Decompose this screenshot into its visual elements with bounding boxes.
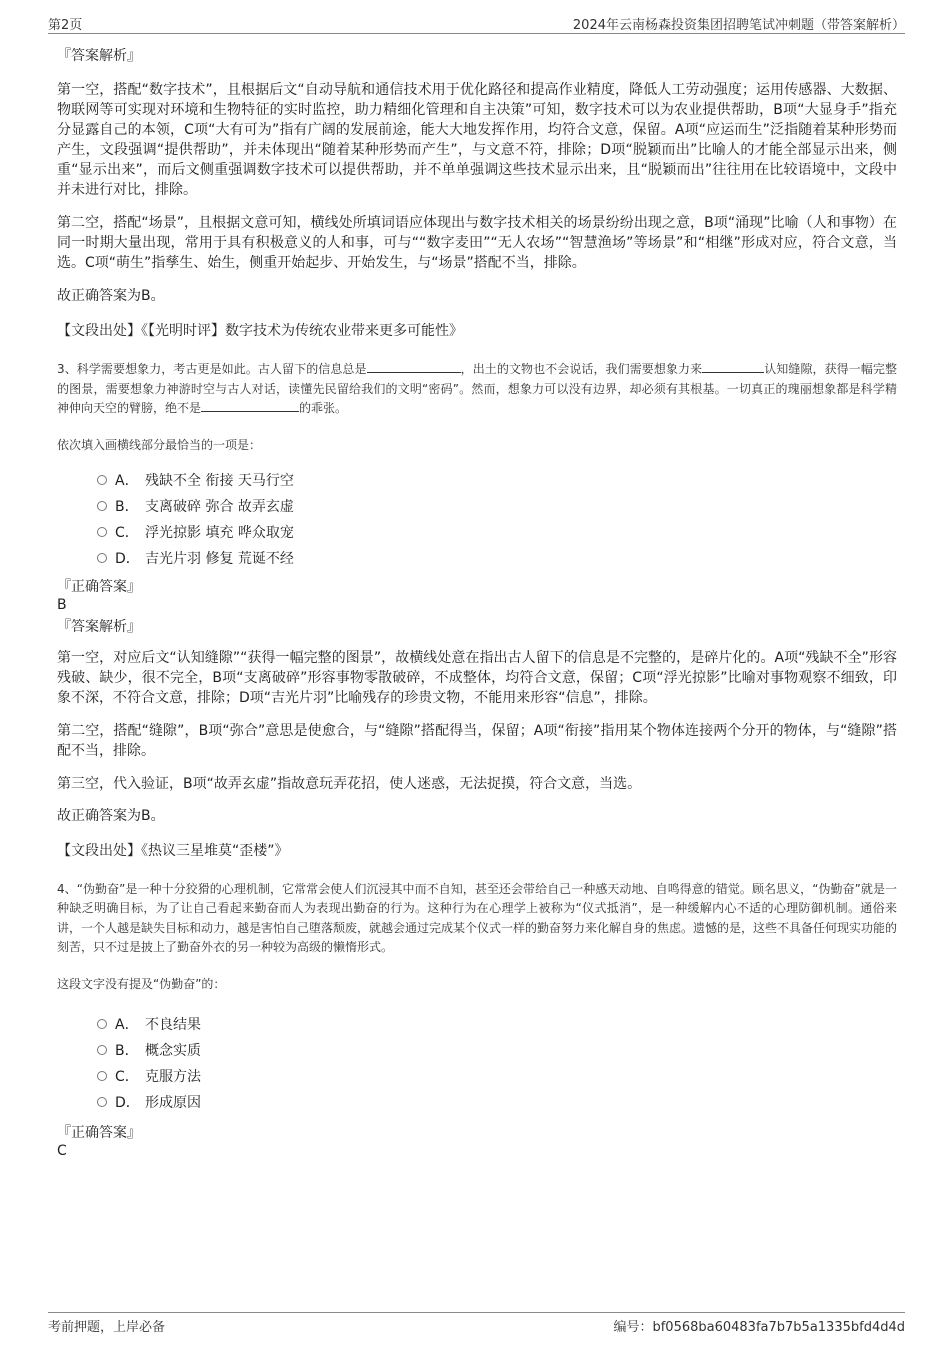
radio-icon[interactable] bbox=[97, 475, 107, 485]
q4-stem: 4、“伪勤奋”是一种十分狡猾的心理机制，它常常会使人们沉浸其中而不自知，甚至还会带给自己一种感天动地、自鸣得意的错觉。顾名思义，“伪勤奋”就是一种缺乏明确目标，为了让自己看起来勤奋而人为表现出勤奋的行为。这种行为在心理学上被称为“仪式抵消”，是一种缓解内心不适的心理防御机制。通俗来讲，一个人越是缺失目标和动力，越是害怕自己堕落颓废，就越会通过完成某个仪式一样的勤奋努力来化解自身的焦虑。遗憾的是，这些不具备任何现实功能的刻苦，只不过是披上了勤奋外衣的另一种较为高级的懒惰形式。 bbox=[57, 881, 898, 954]
q3-analysis-label: 『答案解析』 bbox=[57, 618, 141, 635]
q4-correct-label: 『正确答案』 bbox=[57, 1124, 141, 1141]
q3-option-c[interactable]: C． 浮光掠影 填充 哗众取宠 bbox=[57, 520, 897, 546]
q3-correct-answer: B bbox=[57, 596, 67, 613]
document-id: 编号：bf0568ba60483fa7b7b5a1335bfd4d4d bbox=[613, 1320, 905, 1335]
q4-option-d[interactable]: D． 形成原因 bbox=[57, 1090, 897, 1116]
blank-3 bbox=[201, 399, 299, 412]
q3-source: 【文段出处】《热议三星堆莫“歪楼”》 bbox=[57, 842, 289, 859]
q3-option-a[interactable]: A． 残缺不全 衔接 天马行空 bbox=[57, 468, 897, 494]
q4-prompt: 这段文字没有提及“伪勤奋”的： bbox=[57, 976, 226, 991]
document-title: 2024年云南杨森投资集团招聘笔试冲刺题（带答案解析） bbox=[572, 18, 905, 33]
q3-options bbox=[57, 468, 897, 572]
radio-icon[interactable] bbox=[97, 1097, 107, 1107]
radio-icon[interactable] bbox=[97, 1045, 107, 1055]
q3-analysis-p3: 第三空，代入验证，B项“故弄玄虚”指故意玩弄花招，使人迷惑，无法捉摸，符合文意，当选。 bbox=[57, 775, 642, 792]
q2-analysis-p1: 第一空，搭配“数字技术”，且根据后文“自动导航和通信技术用于优化路径和提高作业精度，降低人工劳动强度；运用传感器、大数据、物联网等可实现对环境和生物特征的实时监控，助力精细化管理和自主决策”可知，数字技术可以为农业提供帮助，B项“大显身手”指充分显露自己的本领，C项“大有可为”指有广阔的发展前途，能大大地发挥作用，均符合文意，保留。A项“应运而生”泛指随着某种形势而产生，文段强调“提供帮助”，并未体现出“随着某种形势而产生”，与文意不符，排除；D项“脱颖而出”比喻人的才能全部显示出来，侧重“显示出来”，而后文侧重强调数字技术可以提供帮助，并不单单强调这些技术显示出来，且“脱颖而出”往往用在比较语境中，文段中并未进行对比，排除。 bbox=[57, 82, 897, 198]
page-header bbox=[48, 13, 905, 34]
q2-conclusion: 故正确答案为B。 bbox=[57, 288, 165, 304]
page-number: 第2页 bbox=[48, 18, 83, 33]
q3-analysis-p1: 第一空，对应后文“认知缝隙”“获得一幅完整的图景”，故横线处意在指出古人留下的信息是不完整的，是碎片化的。A项“残缺不全”形容残破、缺少，很不完全，B项“支离破碎”形容事物零散破碎，不成整体，均符合文意，保留；C项“浮光掠影”比喻对事物观察不细致，印象不深，不符合文意，排除；D项“吉光片羽”比喻残存的珍贵文物，不能用来形容“信息”，排除。 bbox=[57, 649, 897, 706]
page-content bbox=[57, 46, 897, 1160]
q3-option-b[interactable]: B． 支离破碎 弥合 故弄玄虚 bbox=[57, 494, 897, 520]
q2-analysis-p2: 第二空，搭配“场景”，且根据文意可知，横线处所填词语应体现出与数字技术相关的场景纷纷出现之意，B项“涌现”比喻（人和事物）在同一时期大量出现，常用于具有积极意义的人和事，可与““数字麦田”“无人农场”“智慧渔场”等场景”和“相继”形成对应，符合文意，当选。C项“萌生”指孳生、始生，侧重开始起步、开始发生，与“场景”搭配不当，排除。 bbox=[57, 215, 897, 271]
blank-2 bbox=[702, 360, 764, 373]
q3-prompt: 依次填入画横线部分最恰当的一项是： bbox=[57, 437, 262, 452]
radio-icon[interactable] bbox=[97, 501, 107, 511]
q4-option-c[interactable]: C． 克服方法 bbox=[57, 1064, 897, 1090]
q2-source: 【文段出处】《【光明时评】数字技术为传统农业带来更多可能性》 bbox=[57, 323, 463, 339]
q3-correct-label: 『正确答案』 bbox=[57, 578, 141, 595]
q4-option-a[interactable]: A． 不良结果 bbox=[57, 1012, 897, 1038]
q4-option-b[interactable]: B． 概念实质 bbox=[57, 1038, 897, 1064]
radio-icon[interactable] bbox=[97, 1019, 107, 1029]
q4-options bbox=[57, 1012, 897, 1116]
footer-slogan: 考前押题，上岸必备 bbox=[48, 1320, 166, 1335]
blank-1 bbox=[367, 360, 461, 373]
q4-correct-answer: C bbox=[57, 1142, 67, 1159]
q3-stem: 3、科学需要想象力，考古更是如此。古人留下的信息总是 ，出土的文物也不会说话，我们需要想象力来 认知缝隙，获得一幅完整的图景，需要想象力神游时空与古人对话，读懂先民留给我们的文明“密码”。然而，想象力可以没有边界，却必须有其根基。一切真正的瑰丽想象都是科学精神伸向天空的臂膀，绝不是 的乖张。 bbox=[57, 362, 897, 415]
q2-analysis-label: 『答案解析』 bbox=[57, 48, 141, 64]
q3-analysis-p2: 第二空，搭配“缝隙”，B项“弥合”意思是使愈合，与“缝隙”搭配得当，保留；A项“衔接”指用某个物体连接两个分开的物体，与“缝隙”搭配不当，排除。 bbox=[57, 722, 897, 759]
q3-option-d[interactable]: D． 吉光片羽 修复 荒诞不经 bbox=[57, 546, 897, 572]
q3-conclusion: 故正确答案为B。 bbox=[57, 807, 165, 824]
page-footer bbox=[48, 1312, 905, 1335]
radio-icon[interactable] bbox=[97, 527, 107, 537]
radio-icon[interactable] bbox=[97, 1071, 107, 1081]
radio-icon[interactable] bbox=[97, 553, 107, 563]
